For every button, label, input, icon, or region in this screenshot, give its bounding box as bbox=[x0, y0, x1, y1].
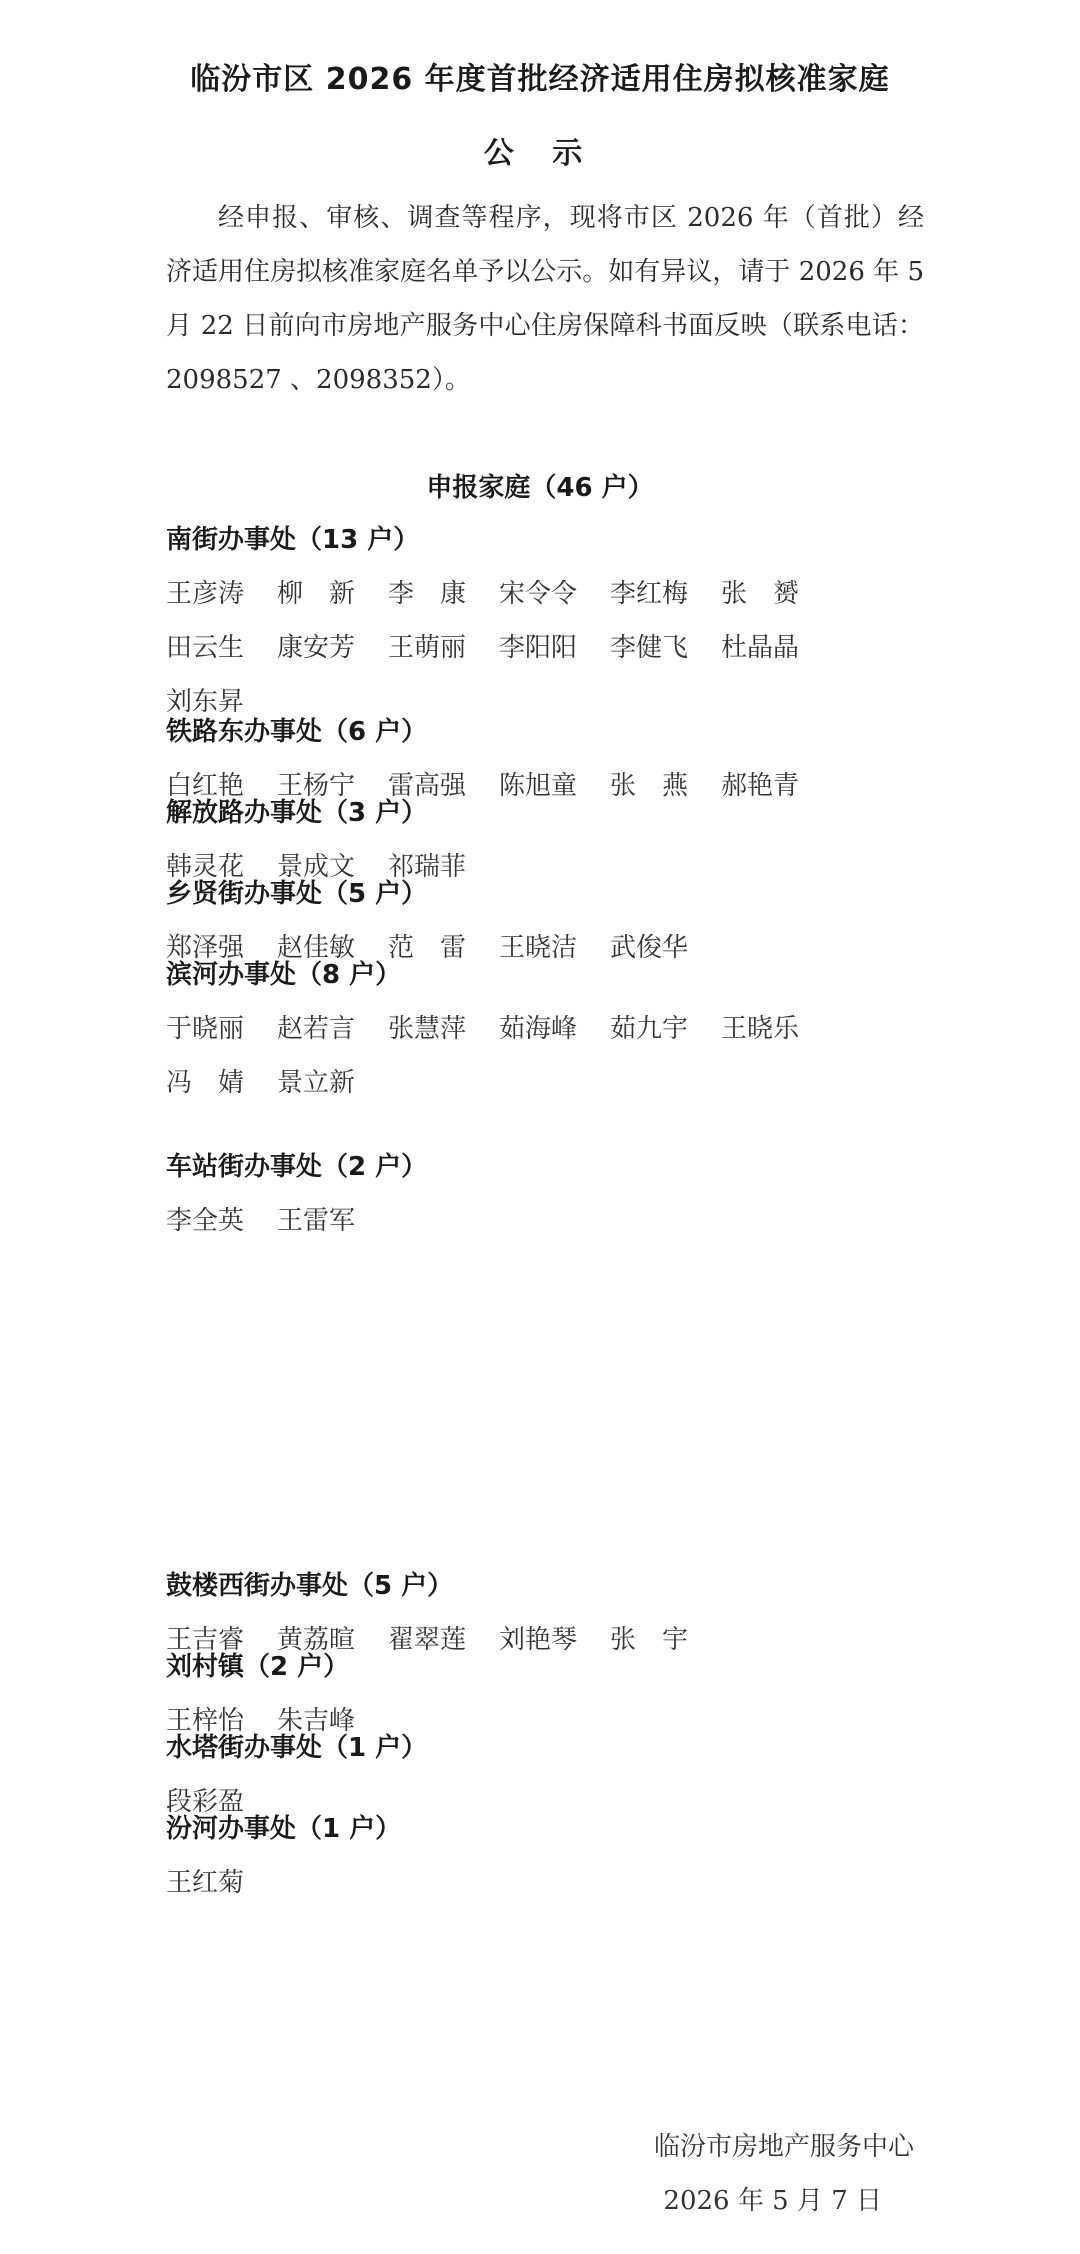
section-title: 申报家庭（46 户） bbox=[426, 473, 654, 503]
member-name: 康安芳 bbox=[277, 633, 356, 663]
member-name: 刘艳琴 bbox=[499, 1625, 578, 1655]
district-block bbox=[166, 948, 926, 1110]
member-name: 茹海峰 bbox=[499, 1014, 578, 1044]
member-name: 王晓洁 bbox=[499, 933, 578, 963]
district-block bbox=[166, 1140, 926, 1248]
member-name: 郑泽强 bbox=[166, 933, 245, 963]
member-name: 李全英 bbox=[166, 1206, 245, 1236]
member-name: 于晓丽 bbox=[166, 1014, 245, 1044]
member-name: 茹九宇 bbox=[610, 1014, 689, 1044]
district-title: 滨河办事处（8 户） bbox=[166, 960, 402, 990]
member-name: 李健飞 bbox=[610, 633, 689, 663]
notice-title: 临汾市区 2026 年度首批经济适用住房拟核准家庭 bbox=[190, 62, 890, 97]
member-name: 王萌丽 bbox=[388, 633, 467, 663]
member-name: 冯 婧 bbox=[166, 1068, 245, 1098]
member-name: 王杨宁 bbox=[277, 771, 356, 801]
member-name: 柳 新 bbox=[277, 579, 356, 609]
member-list bbox=[166, 1194, 926, 1248]
district-title: 南街办事处（13 户） bbox=[166, 525, 420, 555]
member-name: 杜晶晶 bbox=[721, 633, 800, 663]
member-name: 赵若言 bbox=[277, 1014, 356, 1044]
district-title: 水塔街办事处（1 户） bbox=[166, 1733, 428, 1763]
notice-subtitle: 公 示 bbox=[483, 136, 597, 171]
member-name: 王雷军 bbox=[277, 1206, 356, 1236]
member-name: 张 赟 bbox=[721, 579, 800, 609]
district-block bbox=[166, 513, 926, 729]
member-name: 李阳阳 bbox=[499, 633, 578, 663]
signature-org: 临汾市房地产服务中心 bbox=[653, 2132, 914, 2162]
district-title: 车站街办事处（2 户） bbox=[166, 1152, 428, 1182]
member-name: 田云生 bbox=[166, 633, 245, 663]
member-name: 雷高强 bbox=[388, 771, 467, 801]
member-name: 张 宇 bbox=[610, 1625, 689, 1655]
member-name: 王吉睿 bbox=[166, 1625, 245, 1655]
member-name: 张 燕 bbox=[610, 771, 689, 801]
member-list bbox=[166, 1002, 926, 1110]
member-name: 张慧萍 bbox=[388, 1014, 467, 1044]
district-title: 解放路办事处（3 户） bbox=[166, 798, 428, 828]
member-name: 李 康 bbox=[388, 579, 467, 609]
member-name: 武俊华 bbox=[610, 933, 689, 963]
district-title: 汾河办事处（1 户） bbox=[166, 1814, 402, 1844]
member-list bbox=[166, 1856, 926, 1910]
district-title: 鼓楼西街办事处（5 户） bbox=[166, 1571, 454, 1601]
member-name: 王红菊 bbox=[166, 1868, 245, 1898]
member-name: 景成文 bbox=[277, 852, 356, 882]
member-name: 王梓怡 bbox=[166, 1706, 245, 1736]
member-name: 陈旭童 bbox=[499, 771, 578, 801]
intro-paragraph: 经申报、审核、调查等程序，现将市区 2026 年（首批）经济适用住房拟核准家庭名单予以公示。如有异议，请于 2026 年 5 月 22 日前向市房地产服务中心住房保障科书面反映（联系电话：2098527 、2098352）。 bbox=[166, 203, 924, 395]
signature-date: 2026 年 5 月 7 日 bbox=[663, 2186, 882, 2216]
member-name: 朱吉峰 bbox=[277, 1706, 356, 1736]
member-name: 宋令令 bbox=[499, 579, 578, 609]
member-name: 刘东昇 bbox=[166, 687, 245, 717]
member-name: 李红梅 bbox=[610, 579, 689, 609]
member-name: 王晓乐 bbox=[721, 1014, 800, 1044]
member-name: 赵佳敏 bbox=[277, 933, 356, 963]
member-name: 祁瑞菲 bbox=[388, 852, 467, 882]
member-name: 白红艳 bbox=[166, 771, 245, 801]
member-name: 景立新 bbox=[277, 1068, 356, 1098]
district-block bbox=[166, 1802, 926, 1910]
district-title: 乡贤街办事处（5 户） bbox=[166, 879, 428, 909]
member-name: 韩灵花 bbox=[166, 852, 245, 882]
member-name: 王彦涛 bbox=[166, 579, 245, 609]
signature-block bbox=[654, 2120, 914, 2228]
member-name: 郝艳青 bbox=[721, 771, 800, 801]
member-name: 范 雷 bbox=[388, 933, 467, 963]
district-title: 刘村镇（2 户） bbox=[166, 1652, 350, 1682]
member-name: 段彩盈 bbox=[166, 1787, 245, 1817]
member-name: 黄荔暄 bbox=[277, 1625, 356, 1655]
district-title: 铁路东办事处（6 户） bbox=[166, 717, 428, 747]
member-name: 翟翠莲 bbox=[388, 1625, 467, 1655]
